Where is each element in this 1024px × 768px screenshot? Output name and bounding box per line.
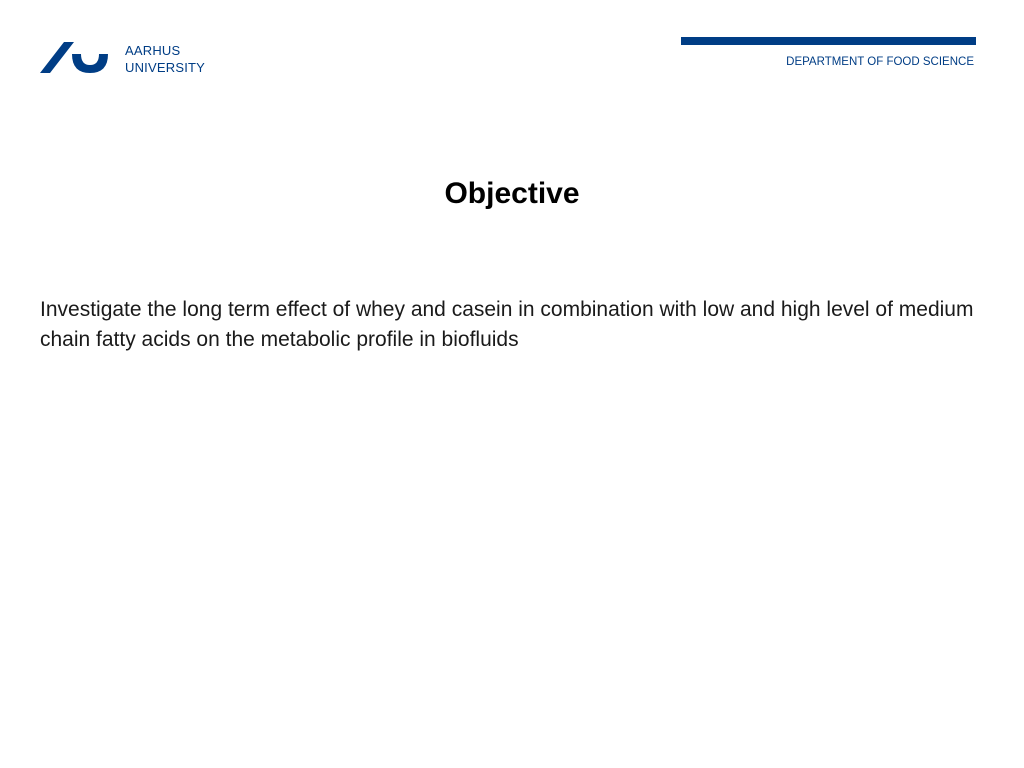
slide-body-text: Investigate the long term effect of whey and casein in combination with low and high level of medium chain fatty acids on the metabolic profile in biofluids bbox=[40, 298, 974, 351]
aarhus-university-logo-icon bbox=[40, 40, 108, 74]
university-name bbox=[125, 42, 205, 76]
header-accent-bar bbox=[681, 37, 976, 45]
university-name-line1: AARHUS bbox=[125, 43, 181, 58]
department-name: DEPARTMENT OF FOOD SCIENCE bbox=[786, 56, 974, 68]
slide-title: Objective bbox=[444, 177, 580, 210]
university-name-line2: UNIVERSITY bbox=[125, 60, 206, 75]
